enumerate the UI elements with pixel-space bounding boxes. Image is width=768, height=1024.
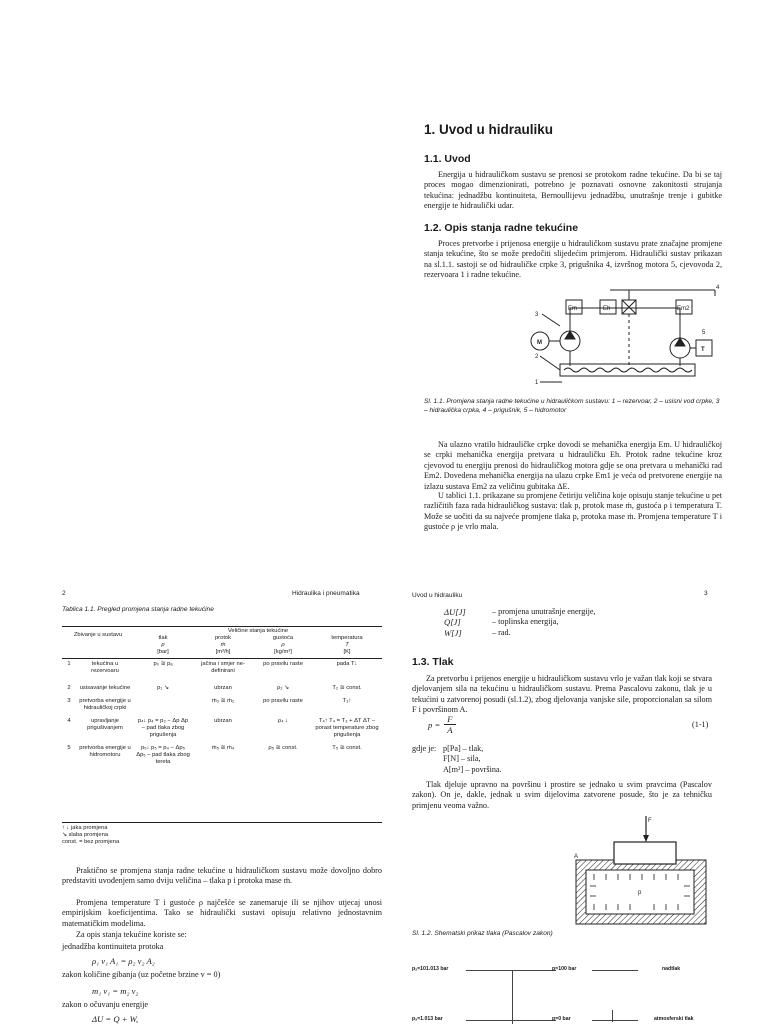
- pressure-scale-axis: [512, 970, 513, 1024]
- paragraph-pressure: Za pretvorbu i prijenos energije u hidrauličkom sustavu vrlo je važan tlak koji se stvara djelovanjem sila na tekućinu u hidrauličkom sustavu. Prema Pascalovu zakonu, tlak je u tekućini u zatvorenoj posudi (sl.1.2), zbog djelovanja vanjske sile, proporcionalan sa silom F i površinom A.: [412, 674, 712, 715]
- formula-definitions: p[Pa] – tlak, F[N] – sila, A[m²] – površina.: [443, 744, 502, 774]
- formula-number: (1-1): [692, 720, 709, 729]
- table-title: Tablica 1.1. Pregled promjena stanja radne tekućine: [62, 606, 214, 613]
- paragraph-two-quantities: Praktično se promjena stanja radne tekućine u hidrauličkom sustavu može dovoljno dobro predstaviti uvođenjem samo dviju veličina – tlaka p i protoka mase ṁ.: [62, 866, 382, 886]
- label-A: A: [574, 854, 579, 860]
- momentum-label: zakon količine gibanja (uz početne brzine v = 0): [62, 970, 221, 979]
- table-row: 1 tekućina u rezervoaru p₀ ≅ pₐ jačina i smjer ne-definirani po pravilu raste pada T↓: [67, 661, 358, 674]
- label-4: 4: [716, 285, 720, 291]
- pressure-abs-label-2: pₐ=1.013 bar: [412, 1016, 443, 1022]
- section-1-1-title: 1.1. Uvod: [424, 153, 471, 165]
- label-2: 2: [535, 354, 539, 360]
- page-number-left: 2: [62, 590, 66, 597]
- table-row: 5 pretvorba energije u hidromotoru p₅↓ p₅ = p₄ − Δp₅ Δp₅ – pad tlaka zbog tereta ṁ₅ ≅ ṁ₄ ρ₅ ≅ const. T₅ ≅ const.: [67, 745, 362, 765]
- paragraph-table-intro: U tablici 1.1. prikazane su promjene četiriju veličina koje opisuju stanje tekućine u pet različitih faza rada hidrauličkog sustava: tlak p, protok mase ṁ, gustoća ρ i temperatura T. Može se uočiti da su najveće promjene tlaka p, protoka mase ṁ. Promjena temperature T i gustoće ρ je vrlo mala.: [424, 491, 722, 532]
- page-number-right: 3: [704, 590, 708, 597]
- table-row: 3 pretvorba energije u hidrauličkoj crpki ṁ₃ ≅ ṁ₂ po pravilu raste T₃↑: [67, 698, 352, 711]
- label-Eh: Eh: [603, 306, 611, 312]
- section-1-2-text: Proces pretvorbe i prijenosa energije u hidrauličkom sustavu prate značajne promjene stanja tekućine, što se može predočiti slijedećim primjerom. Hidraulički sustav prikazan na sl.1.1. sastoji se od hidrauličke crpke 3, prigušnika 4, izvršnog motora 5, cjevovoda 2, rezervoara 1 i radne tekućine.: [424, 239, 722, 280]
- atmospheric-pressure-label: atmosferski tlak: [654, 1016, 694, 1022]
- label-1: 1: [535, 380, 539, 386]
- paragraph-state-description: Za opis stanja tekućine koriste se:: [76, 930, 187, 939]
- formula-1-1: p = $\frac{F}{A}$: [428, 714, 456, 735]
- paragraph-temperature: Promjena temperature T i gustoće ρ najčešće se zanemaruje ili se njihov utjecaj unosi empirijskim koeficijentima. Tako se hidraulički sustavi opisuju relativno jednostavnim matematičkim modelima.: [62, 898, 382, 928]
- pressure-abs-label-1: pₐ=101.013 bar: [412, 966, 449, 972]
- paragraph-energy: Na ulazno vratilo hidrauličke crpke dovodi se mehanička energija Em. U hidrauličkoj se crpki mehanička energija pretvara u hidrauličku Eh. Protok radne tekućine kroz cjevovod tu energiju prenosi do hidrauličkog motora gdje se ona pretvara u mehanički rad Em2. Dovedena mehanička energija na ulazu crpke Em1 je veća od pretvorene energije na izlazu sustava Em2 za veličinu gubitaka ΔE.: [424, 440, 722, 491]
- label-3: 3: [535, 312, 539, 318]
- energy-label: zakon o očuvanju energije: [62, 1000, 149, 1009]
- table-row: 2 usisavanje tekućine p₁ ↘ ubrzan ρ₂ ↘ T₂ ≅ const.: [67, 685, 362, 691]
- group-header: Veličine stanja tekućine: [227, 628, 289, 634]
- continuity-equation: ρ₁ v₁ A₁ = ρ₂ v₂ A₂: [92, 956, 155, 966]
- label-Em: Em: [568, 306, 577, 312]
- figure-1-1-hydraulic-system: [530, 286, 728, 392]
- section-1-3-title: 1.3. Tlak: [412, 656, 454, 668]
- label-F: F: [648, 818, 652, 824]
- label-Em2: Em2: [677, 306, 690, 312]
- piston-symbol: [614, 842, 676, 864]
- energy-equation: ΔU = Q + W,: [92, 1014, 139, 1024]
- label-M: M: [537, 340, 542, 346]
- section-1-2-title: 1.2. Opis stanja radne tekućine: [424, 222, 579, 234]
- overpressure-label: nadtlak: [662, 966, 681, 972]
- pressure-gauge-label-2: p=0 bar: [552, 1016, 571, 1022]
- momentum-equation: m₁ v₁ = m₂ v₂: [92, 986, 139, 996]
- energy-definitions: ΔU[J] – promjena unutrašnje energije, Q[J] – toplinska energija, W[J] – rad.: [444, 607, 596, 638]
- table-row: 4 upravljanje prigušivanjem p₄↓ p₄ = p₃ − Δp Δp – pad tlaka zbog prigušenja ubrzan ρ₄ ↓ T₄↑ T₄ = T₃ + ΔT ΔT – porast temperature zbog prigušenja: [67, 718, 379, 738]
- label-p: p: [638, 890, 642, 896]
- col-zbivanje: Zbivanje u sustavu: [73, 632, 123, 638]
- section-1-1-text: Energija u hidrauličkom sustavu se prenosi se protokom radne tekućine. Da bi se taj proces mogao dimenzionirati, potrebno je poznavati osnovne zakonitosti strujanja tekućina: jednadžbu kontinuiteta, Bernoullijevu jednadžbu, unutrašnje trenje i gubitke energije te hidraulički udar.: [424, 170, 722, 211]
- continuity-label: jednadžba kontinuiteta protoka: [62, 942, 164, 951]
- paragraph-pascal: Tlak djeluje upravno na površinu i prostire se jednako u svim pravcima (Pascalov zakon). On je, dakle, jednak u svim dijelovima zatvorene posude, što je za tehničku primjenu veoma važno.: [412, 780, 712, 810]
- table-1-1: Zbivanje u sustavu Veličine stanja tekućine tlak p [bar] protok ṁ [m³/h] gustoća ρ [kg/m³] temperatura T [K] 1 tekućina u rezervoaru p₀ ≅ pₐ jačina i smjer ne-definirani po pravilu raste pada T↓ 2 usisavanje tekućine p₁ ↘ ubrzan ρ₂ ↘ T₂ ≅ const. 3 pretvorba energije u hidrauličkoj crpki ṁ₃ ≅ ṁ₂ po pravilu raste T₃↑ 4 upravljanje prigušivanjem p₄↓ p₄ = p₃ − Δp Δp – pad tlaka zbog prigušenja ubrzan ρ₄ ↓ T₄↑ T₄ = T₃ + ΔT ΔT – porast temperature zbog prigušenja 5 pretvorba energije u hidromotoru p₅↓ p₅ = p₄ − Δp₅ Δp₅ – pad tlaka zbog tereta ṁ₅ ≅ ṁ₄ ρ₅ ≅ const. T₅ ≅ const.: [62, 628, 382, 766]
- running-head-left: Hidraulika i pneumatika: [292, 590, 360, 597]
- figure-1-2-pascal-container: [570, 814, 710, 926]
- figure-1-1-caption: Sl. 1.1. Promjena stanja radne tekućine u hidrauličkom sustavu: 1 – rezervoar, 2 – usisni vod crpke, 3 – hidraulička crpka, 4 – prigušnik, 5 – hidromotor: [424, 398, 720, 414]
- where-label: gdje je:: [412, 744, 437, 753]
- label-5: 5: [702, 330, 706, 336]
- label-T: T: [701, 347, 705, 353]
- table-legend: ↑ ↓ jaka promjena ↘ slaba promjena const. = bez promjena: [62, 825, 120, 846]
- pressure-gauge-label-1: p=100 bar: [552, 966, 577, 972]
- chapter-title: 1. Uvod u hidrauliku: [424, 122, 554, 137]
- figure-1-2-caption: Sl. 1.2. Shematski prikaz tlaka (Pascalov zakon): [412, 930, 553, 937]
- running-head-right: Uvod u hidrauliku: [412, 592, 463, 599]
